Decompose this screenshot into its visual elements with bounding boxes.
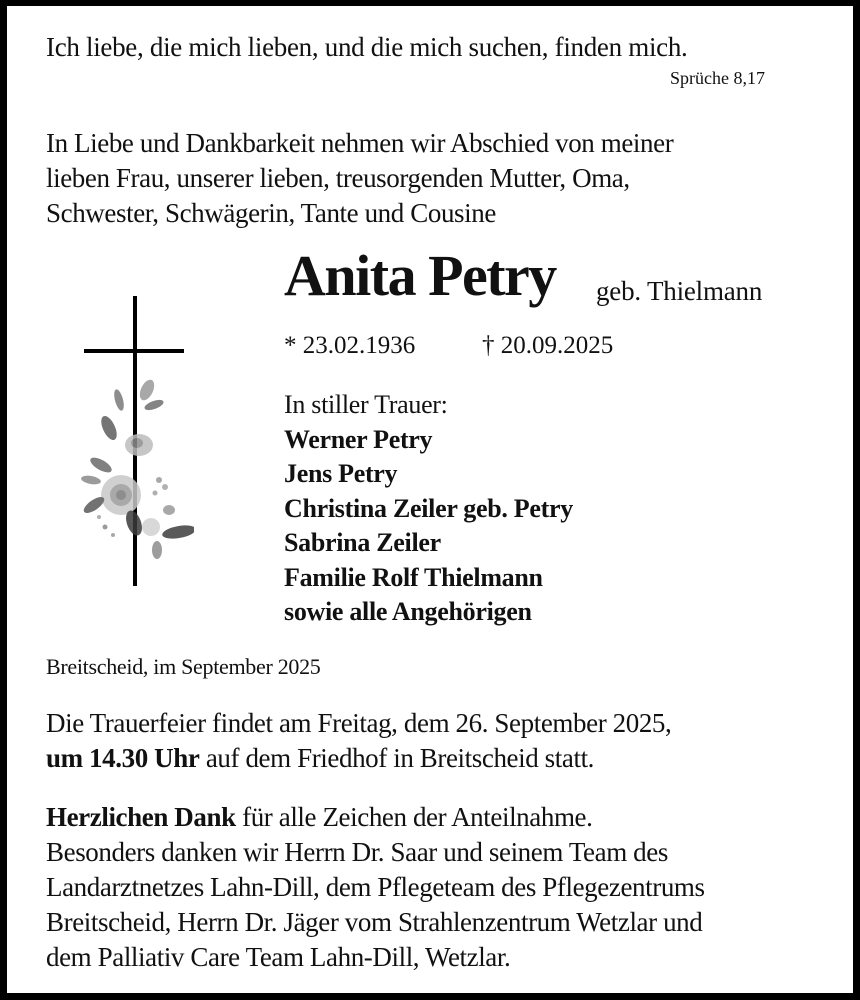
motto-quote: Ich liebe, die mich lieben, und die mich suchen, finden mich. xyxy=(46,32,688,62)
motto-reference: Sprüche 8,17 xyxy=(670,68,765,88)
service-location: auf dem Friedhof in Breitscheid statt. xyxy=(199,743,595,773)
mourner-name: Familie Rolf Thielmann xyxy=(284,562,543,592)
cross-with-roses-icon xyxy=(79,295,194,590)
mourner-name: Werner Petry xyxy=(284,424,433,454)
thanks-heading: Herzlichen Dank xyxy=(46,802,236,832)
mourner-name: Jens Petry xyxy=(284,459,398,488)
service-time: um 14.30 Uhr xyxy=(46,743,200,773)
cross-horizontal-bar xyxy=(84,349,184,353)
service-line: Die Trauerfeier findet am Freitag, dem 26. September 2025, xyxy=(46,708,672,738)
thanks-line: dem Palliativ Care Team Lahn-Dill, Wetzlar. xyxy=(46,942,511,972)
deceased-name: Anita Petry xyxy=(284,243,556,308)
intro-line: Schwester, Schwägerin, Tante und Cousine xyxy=(46,198,496,228)
mourners-list xyxy=(284,388,573,630)
thanks-line: Landarztnetzes Lahn-Dill, dem Pflegeteam des Pflegezentrums xyxy=(46,872,705,902)
intro-line: lieben Frau, unserer lieben, treusorgenden Mutter, Oma, xyxy=(46,163,630,193)
service-line xyxy=(46,741,671,776)
thanks-line xyxy=(46,800,705,835)
place-date: Breitscheid, im September 2025 xyxy=(46,654,321,679)
mourner-name: Sabrina Zeiler xyxy=(284,528,441,557)
thanks-text xyxy=(46,800,705,975)
intro-text xyxy=(46,126,673,231)
mourner-name: sowie alle Angehörigen xyxy=(284,597,532,626)
funeral-service-info xyxy=(46,706,671,776)
thanks-line: Breitscheid, Herrn Dr. Jäger vom Strahlenzentrum Wetzlar und xyxy=(46,907,703,937)
mourners-lead: In stiller Trauer: xyxy=(284,390,448,419)
birth-date: * 23.02.1936 xyxy=(284,332,416,359)
rose-bouquet xyxy=(80,377,194,559)
mourner-name: Christina Zeiler geb. Petry xyxy=(284,493,573,523)
maiden-name: geb. Thielmann xyxy=(596,276,763,306)
thanks-line-rest: für alle Zeichen der Anteilnahme. xyxy=(235,802,593,832)
thanks-line: Besonders danken wir Herrn Dr. Saar und seinem Team des xyxy=(46,837,668,867)
death-date: † 20.09.2025 xyxy=(482,332,614,359)
intro-line: In Liebe und Dankbarkeit nehmen wir Abschied von meiner xyxy=(46,128,674,158)
obituary-notice xyxy=(7,6,853,993)
